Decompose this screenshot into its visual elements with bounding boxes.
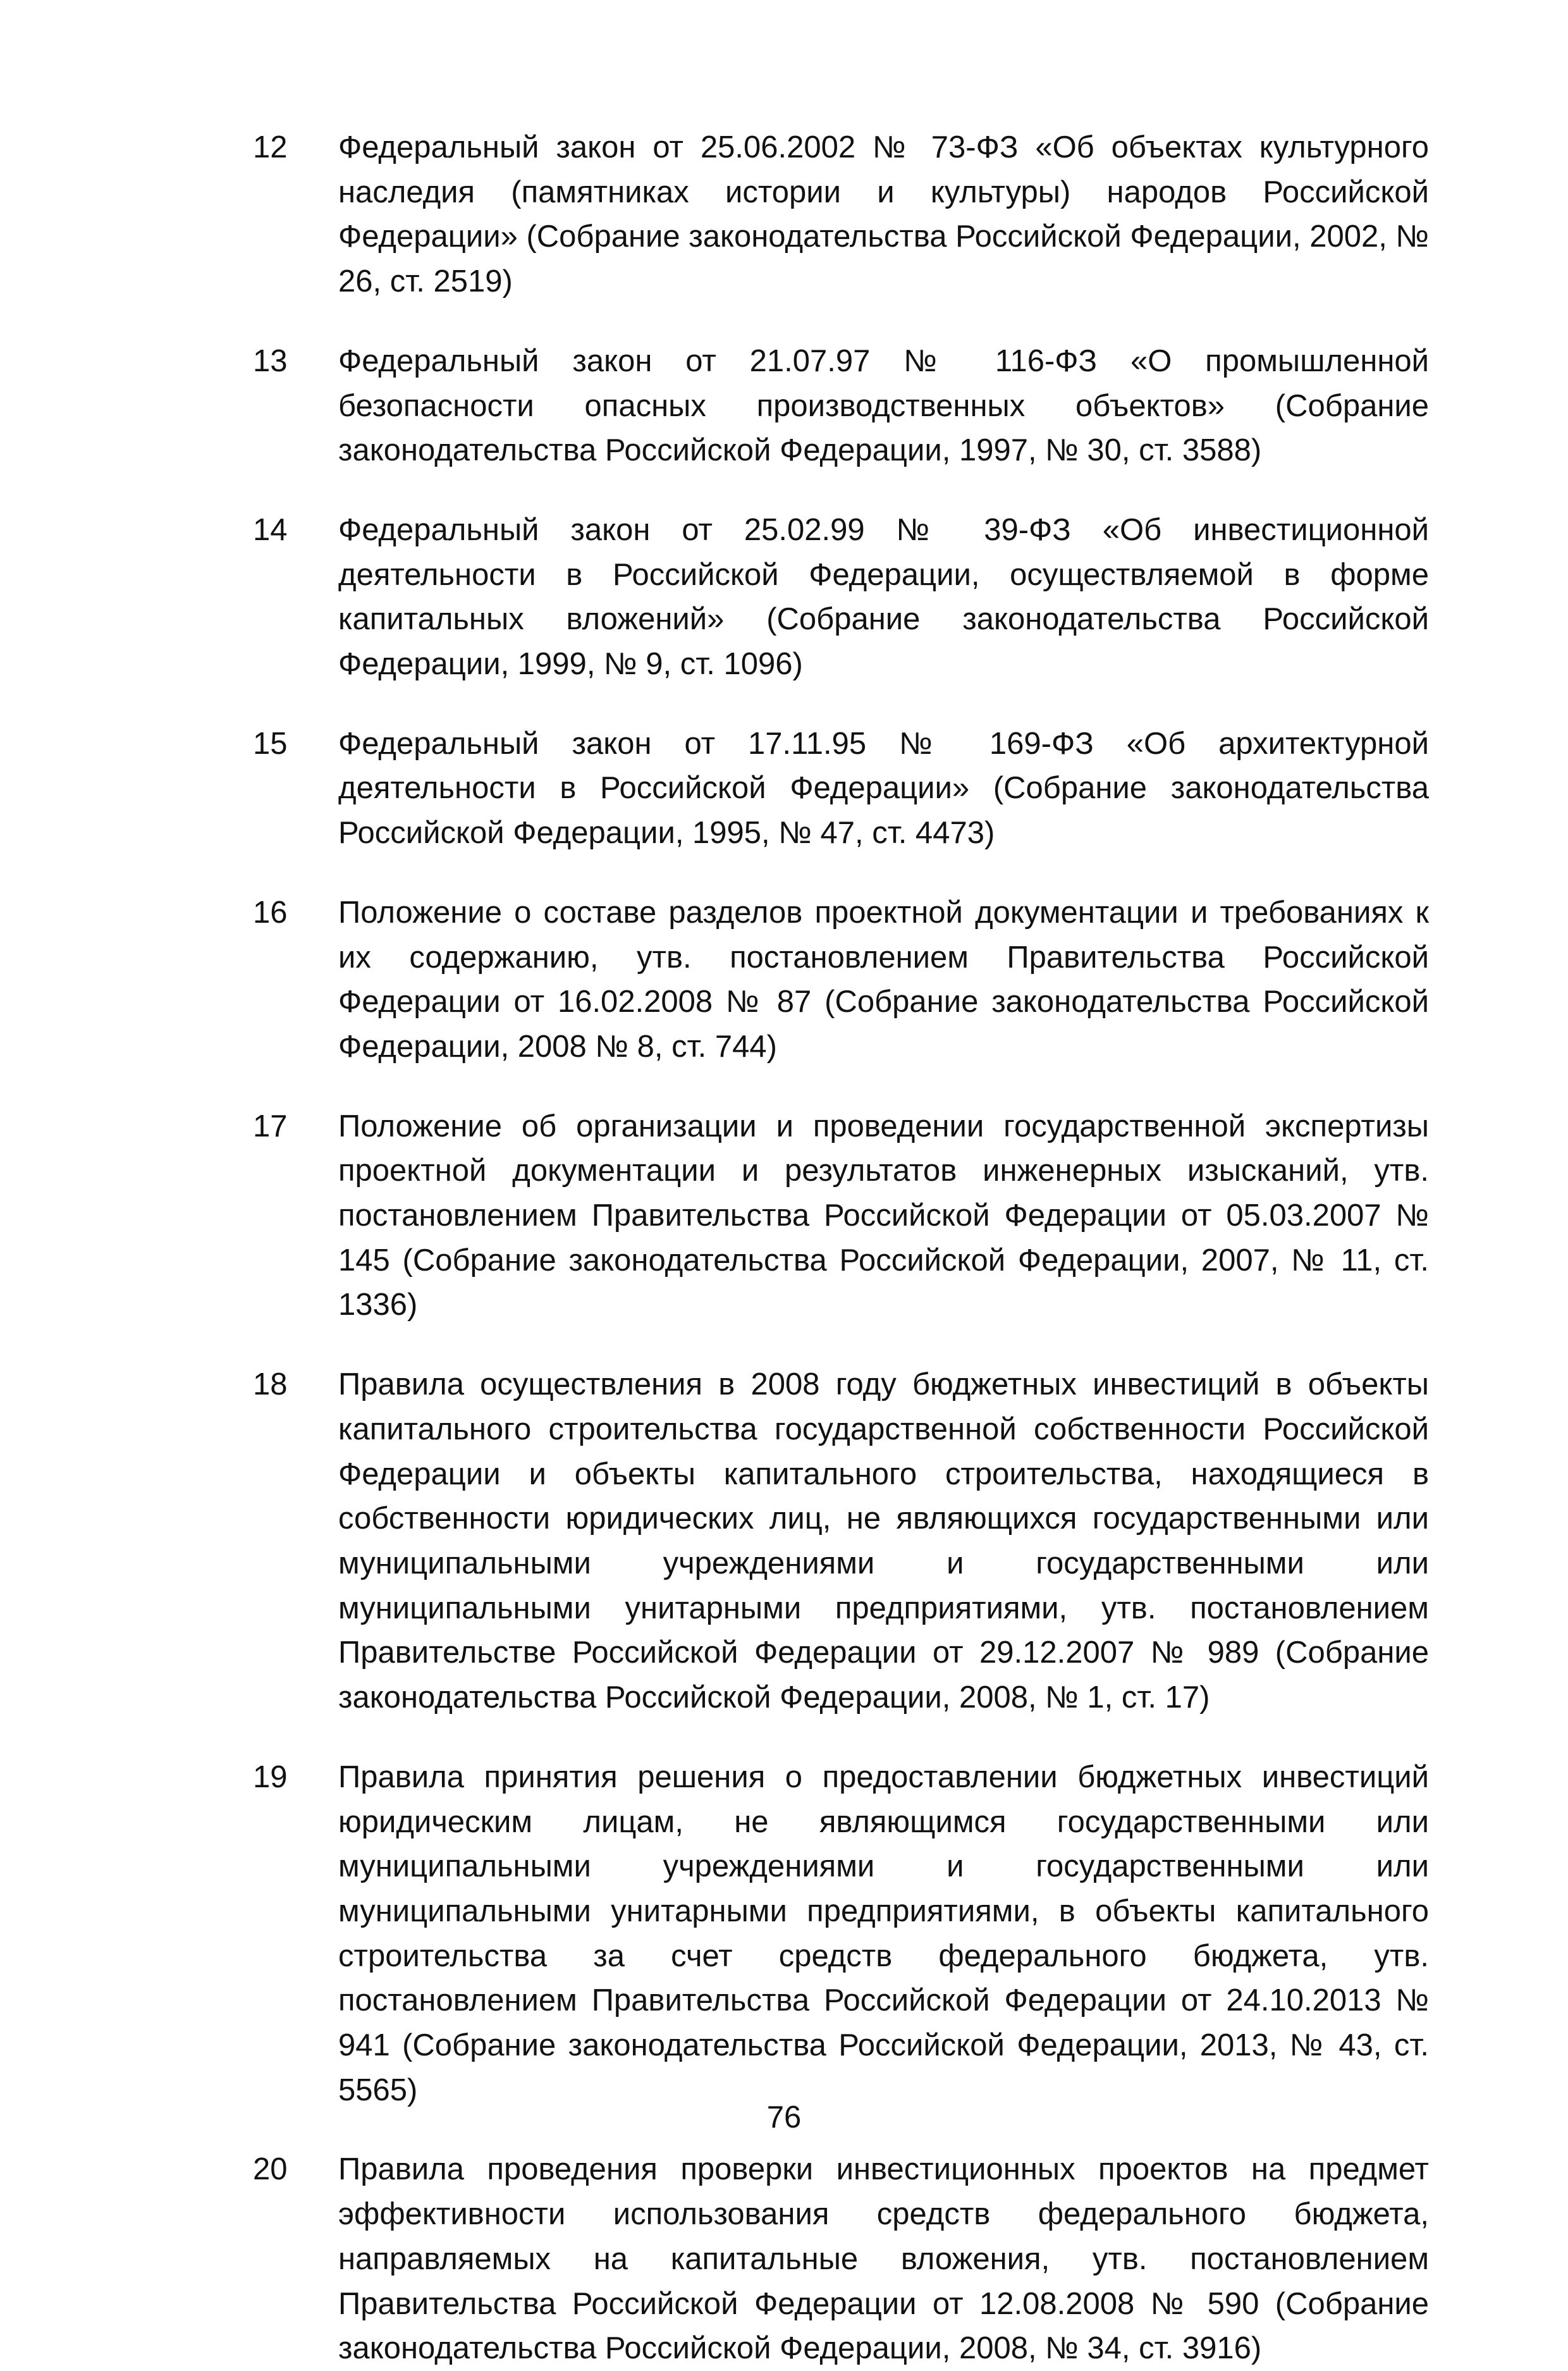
reference-number: 14	[253, 512, 288, 547]
reference-text: Правила принятия решения о предоставлении бюджетных инвестиций юридическим лицам, не являющимся государственными или муниципальными учреждениями и государственными или муниципальными унитарными предприятиями, в объекты капитального строительства за счет средств федерального бюджета, утв. постановлением Правительства Российской Федерации от 24.10.2013 № 941 (Собрание законодательства Российской Федерации, 2013, № 43, ст. 5565)	[338, 1759, 1429, 2107]
reference-item	[253, 1104, 1429, 1328]
reference-item	[253, 890, 1429, 1069]
reference-number: 16	[253, 895, 288, 930]
reference-number: 12	[253, 130, 288, 164]
reference-item	[253, 1755, 1429, 2113]
reference-number: 19	[253, 1759, 288, 1794]
reference-text: Федеральный закон от 25.06.2002 № 73-ФЗ «Об объектах культурного наследия (памятниках истории и культуры) народов Российской Федерации» (Собрание законодательства Российской Федерации, 2002, № 26, ст. 2519)	[338, 130, 1430, 299]
reference-item	[253, 1362, 1429, 1720]
reference-text: Правила осуществления в 2008 году бюджетных инвестиций в объекты капитального строительства государственной собственности Российской Федерации и объекты капитального строительства, находящиеся в собственности юридических лиц, не являющихся государственными или муниципальными учреждениями и государственными или муниципальными унитарными предприятиями, утв. постановлением Правительстве Российской Федерации от 29.12.2007 № 989 (Собрание законодательства Российской Федерации, 2008, № 1, ст. 17)	[338, 1367, 1429, 1715]
reference-item	[253, 722, 1429, 856]
reference-item	[253, 2147, 1429, 2371]
reference-text: Положение об организации и проведении государственной экспертизы проектной документации и результатов инженерных изысканий, утв. постановлением Правительства Российской Федерации от 05.03.2007 № 145 (Собрание законодательства Российской Федерации, 2007, № 11, ст. 1336)	[338, 1109, 1429, 1322]
reference-item	[253, 125, 1429, 304]
reference-number: 15	[253, 726, 288, 761]
reference-number: 17	[253, 1109, 288, 1143]
reference-list	[253, 125, 1429, 2371]
reference-number: 18	[253, 1367, 288, 1402]
reference-text: Федеральный закон от 21.07.97 № 116-ФЗ «О промышленной безопасности опасных производственных объектов» (Собрание законодательства Российской Федерации, 1997, № 30, ст. 3588)	[338, 343, 1429, 468]
reference-item	[253, 508, 1429, 687]
reference-text: Положение о составе разделов проектной документации и требованиях к их содержанию, утв. постановлением Правительства Российской Федерации от 16.02.2008 № 87 (Собрание законодательства Российской Федерации, 2008 № 8, ст. 744)	[338, 895, 1429, 1064]
reference-number: 20	[253, 2152, 288, 2187]
reference-text: Федеральный закон от 25.02.99 № 39-ФЗ «Об инвестиционной деятельности в Российской Федерации, осуществляемой в форме капитальных вложений» (Собрание законодательства Российской Федерации, 1999, № 9, ст. 1096)	[338, 512, 1429, 682]
reference-item	[253, 339, 1429, 473]
page-number: 76	[766, 2100, 802, 2134]
reference-text: Федеральный закон от 17.11.95 № 169-ФЗ «Об архитектурной деятельности в Российской Федерации» (Собрание законодательства Российской Федерации, 1995, № 47, ст. 4473)	[338, 726, 1429, 851]
reference-number: 13	[253, 343, 288, 378]
reference-text: Правила проведения проверки инвестиционных проектов на предмет эффективности использования средств федерального бюджета, направляемых на капитальные вложения, утв. постановлением Правительства Российской Федерации от 12.08.2008 № 590 (Собрание законодательства Российской Федерации, 2008, № 34, ст. 3916)	[338, 2152, 1429, 2366]
